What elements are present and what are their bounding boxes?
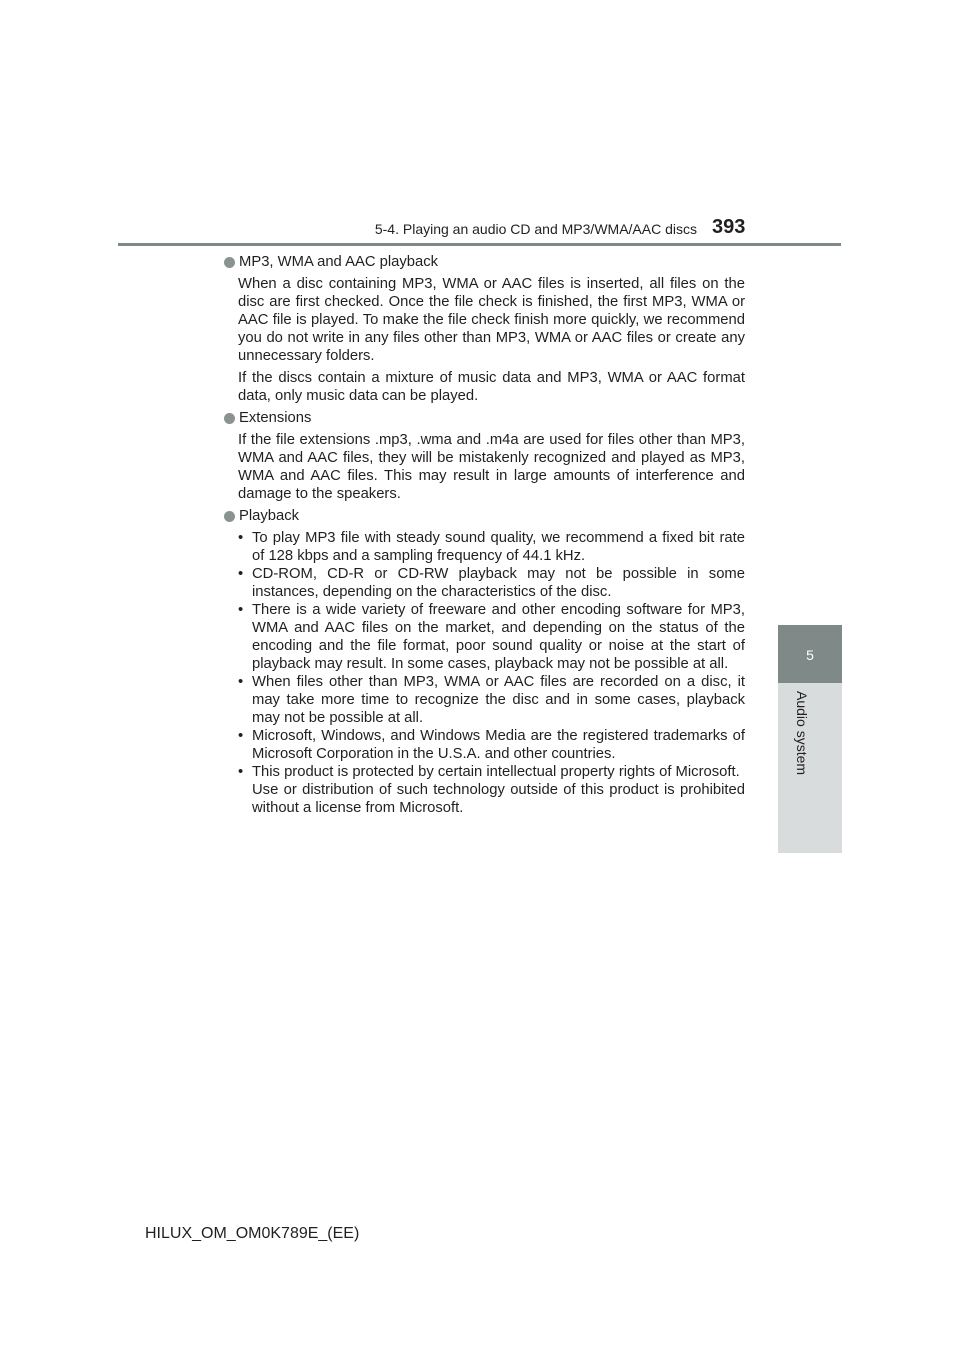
list-item-text: To play MP3 file with steady sound quality, we recommend a fixed bit rate of 128 kbps and a sampling frequency of 44.1 kHz. [252,530,745,564]
list-item [238,529,745,565]
dot-bullet-icon: • [238,602,244,618]
list-item-text: When files other than MP3, WMA or AAC files are recorded on a disc, it may take more time to recognize the disc and in some cases, playback may not be possible at all. [252,674,745,726]
section-heading [224,253,745,271]
section-extensions [224,409,745,503]
circle-bullet-icon [224,413,235,424]
chapter-number: 5 [806,647,814,663]
list-item-text: There is a wide variety of freeware and other encoding software for MP3, WMA and AAC files on the market, and depending on the status of the encoding and the file format, poor sound quality or noise at the start of playback may result. In some cases, playback may not be possible at all. [252,602,745,672]
header-section-title: 5-4. Playing an audio CD and MP3/WMA/AAC discs [374,221,697,237]
page-content [224,253,745,821]
list-item [238,565,745,601]
paragraph: If the discs contain a mixture of music data and MP3, WMA or AAC format data, only music data can be played. [238,370,745,404]
section-playback [224,507,745,817]
section-heading-text: Playback [239,508,300,524]
chapter-tab-number [778,625,842,683]
page-header [0,0,960,250]
document-code: HILUX_OM_OM0K789E_(EE) [145,1225,360,1242]
circle-bullet-icon [224,511,235,522]
list-item-text: This product is protected by certain intellectual property rights of Microsoft. [252,764,740,780]
section-mp3-wma-aac-playback [224,253,745,405]
paragraph: If the file extensions .mp3, .wma and .m4a are used for files other than MP3, WMA and AAC files, they will be mistakenly recognized and played as MP3, WMA and AAC files. This may result in large amounts of interference and damage to the speakers. [238,432,745,502]
list-item-continuation: Use or distribution of such technology outside of this product is prohibited without a license from Microsoft. [252,782,745,816]
section-heading-text: Extensions [239,410,312,426]
chapter-tab-label [778,683,842,853]
list-item [238,601,745,673]
playback-list [238,529,745,817]
dot-bullet-icon: • [238,530,244,546]
list-item-text: CD-ROM, CD-R or CD-RW playback may not be possible in some instances, depending on the characteristics of the disc. [252,566,745,600]
dot-bullet-icon: • [238,566,244,582]
dot-bullet-icon: • [238,764,244,780]
list-item-text: Microsoft, Windows, and Windows Media are the registered trademarks of Microsoft Corporation in the U.S.A. and other countries. [252,728,745,762]
dot-bullet-icon: • [238,728,244,744]
list-item [238,673,745,727]
list-item [238,727,745,763]
chapter-label: Audio system [794,691,810,776]
section-heading [224,409,745,427]
section-heading-text: MP3, WMA and AAC playback [239,254,439,270]
circle-bullet-icon [224,257,235,268]
section-heading [224,507,745,525]
dot-bullet-icon: • [238,674,244,690]
list-item [238,763,745,817]
header-divider [118,243,841,246]
paragraph: When a disc containing MP3, WMA or AAC files is inserted, all files on the disc are first checked. Once the file check is finished, the first MP3, WMA or AAC file is played. To make the file check finish more quickly, we recommend you do not write in any files other than MP3, WMA or AAC files or create any unnecessary folders. [238,276,745,364]
page-number: 393 [712,216,746,238]
